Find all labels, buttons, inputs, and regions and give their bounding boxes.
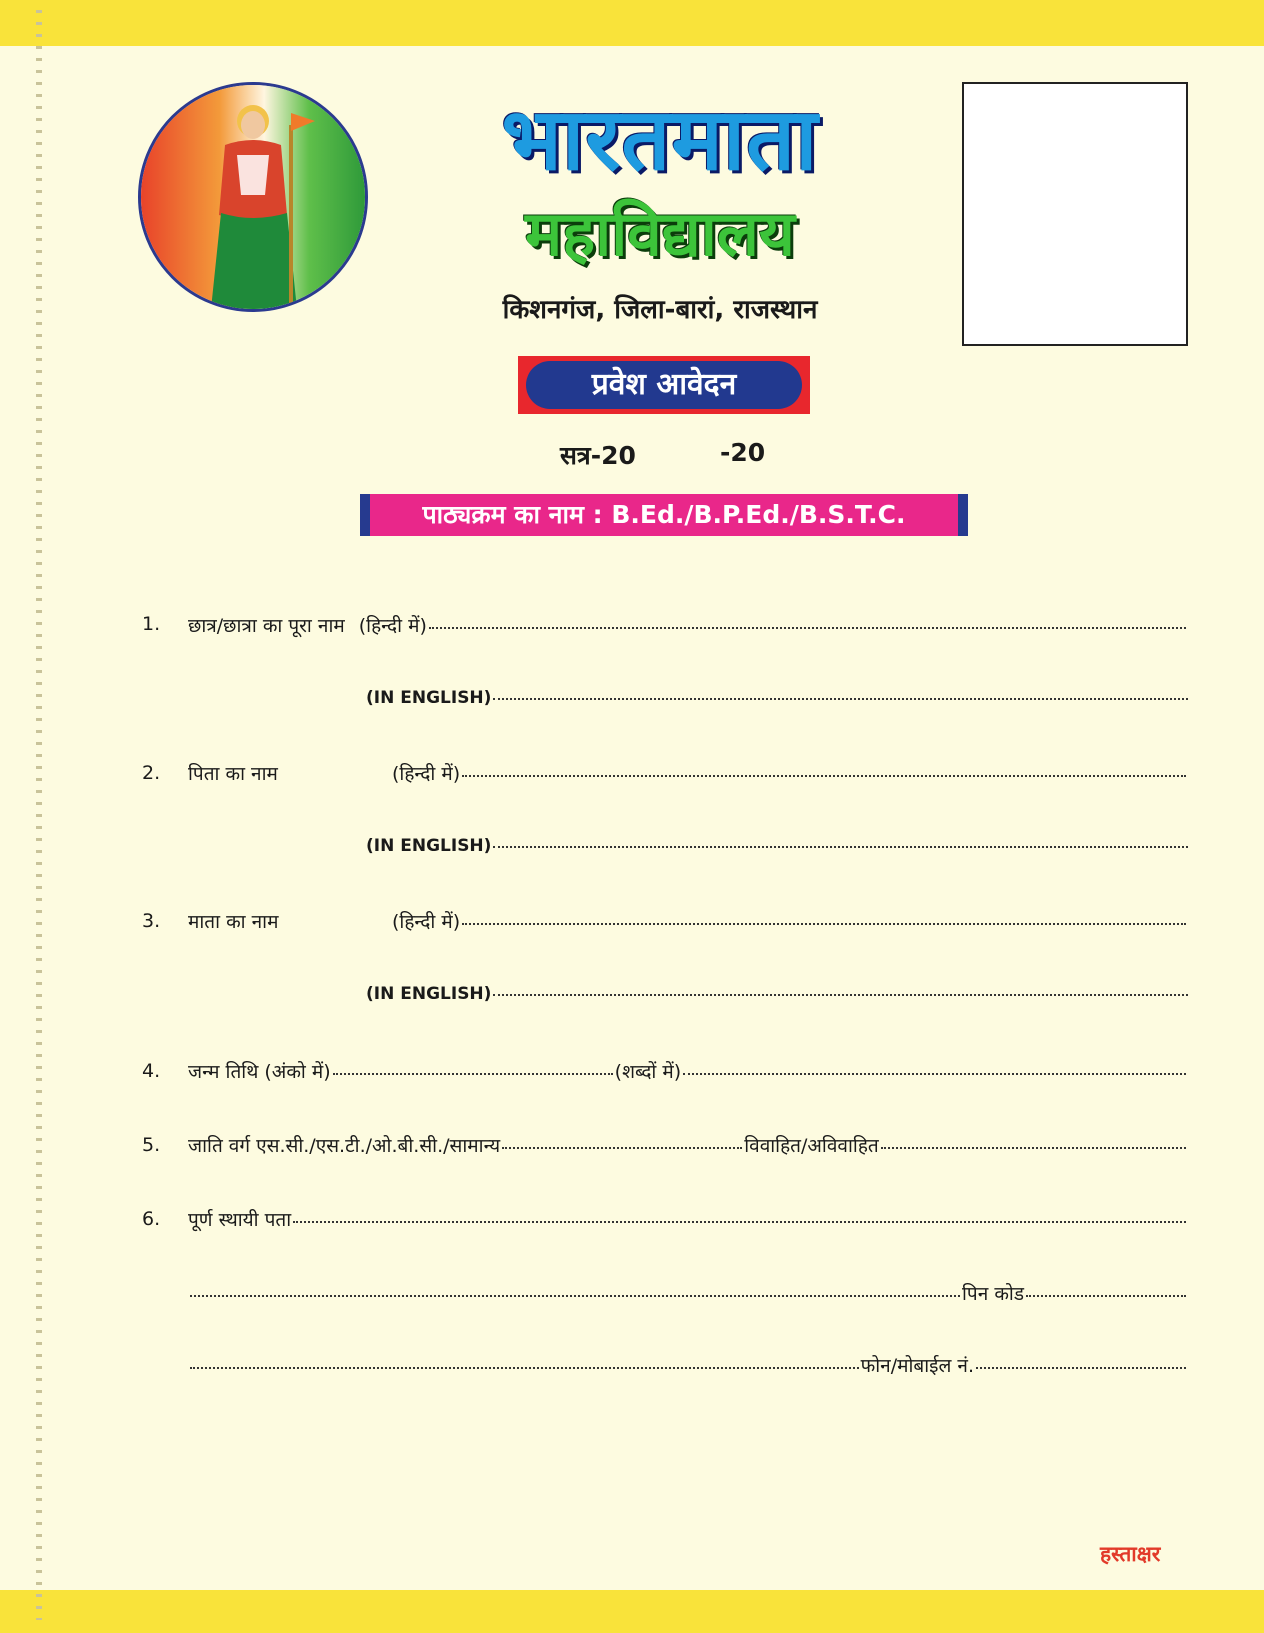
hindi-label: (हिन्दी में) [358, 615, 427, 637]
mother-name-english-field[interactable] [366, 984, 1190, 1004]
fill-line[interactable] [493, 994, 1188, 996]
perforation-edge [36, 10, 42, 1620]
course-name-banner: पाठ्यक्रम का नाम : B.Ed./B.P.Ed./B.S.T.C. [360, 494, 968, 536]
caste-category-label: जाति वर्ग एस.सी./एस.टी./ओ.बी.सी./सामान्य [188, 1135, 501, 1157]
field-number: 2. [142, 762, 161, 784]
field-number: 1. [142, 613, 161, 635]
permanent-address-field[interactable] [188, 1206, 1188, 1232]
hindi-label: (हिन्दी में) [392, 763, 461, 785]
fill-line[interactable] [462, 775, 1186, 777]
phone-label: फोन/मोबाईल नं. [860, 1355, 974, 1377]
hindi-label: (हिन्दी में) [392, 911, 461, 933]
english-label: (IN ENGLISH) [366, 688, 492, 708]
english-label: (IN ENGLISH) [366, 836, 492, 856]
fill-line[interactable] [683, 1073, 1186, 1075]
fill-line[interactable] [190, 1295, 960, 1297]
fill-line[interactable] [1026, 1295, 1186, 1297]
father-name-english-field[interactable] [366, 836, 1190, 856]
session-prefix: सत्र-20 [560, 441, 636, 470]
fill-line[interactable] [333, 1073, 613, 1075]
signature-label: हस्ताक्षर [1100, 1542, 1161, 1566]
form-title: प्रवेश आवेदन [526, 361, 802, 409]
dob-digits-label: जन्म तिथि (अंको में) [188, 1061, 331, 1083]
fill-line[interactable] [493, 846, 1188, 848]
fill-line[interactable] [462, 923, 1186, 925]
college-address: किशनगंज, जिला-बारां, राजस्थान [502, 295, 818, 325]
field-number: 3. [142, 910, 161, 932]
college-name-line2: महाविद्यालय [525, 197, 795, 270]
bharat-mata-emblem [138, 82, 368, 312]
fill-line[interactable] [976, 1367, 1186, 1369]
session-suffix: -20 [720, 438, 766, 467]
father-name-hindi-field[interactable] [188, 760, 1188, 786]
bharat-mata-image [141, 85, 365, 309]
mother-name-label: माता का नाम [188, 911, 279, 933]
bottom-yellow-band [0, 1590, 1264, 1633]
mother-name-hindi-field[interactable] [188, 908, 1188, 934]
photo-box[interactable] [962, 82, 1188, 346]
student-name-label: छात्र/छात्रा का पूरा नाम [188, 615, 345, 637]
field-number: 5. [142, 1134, 161, 1156]
student-name-english-field[interactable] [366, 688, 1190, 708]
dob-field[interactable] [188, 1058, 1188, 1084]
fill-line[interactable] [493, 698, 1188, 700]
marital-status-label: विवाहित/अविवाहित [744, 1135, 879, 1157]
fill-line[interactable] [293, 1221, 1186, 1223]
pincode-label: पिन कोड [962, 1283, 1024, 1305]
top-yellow-band [0, 0, 1264, 46]
field-number: 6. [142, 1208, 161, 1230]
english-label: (IN ENGLISH) [366, 984, 492, 1004]
father-name-label: पिता का नाम [188, 763, 278, 785]
permanent-address-label: पूर्ण स्थायी पता [188, 1209, 292, 1231]
dob-words-label: (शब्दों में) [614, 1061, 682, 1083]
fill-line[interactable] [190, 1367, 859, 1369]
form-title-badge [518, 356, 810, 414]
phone-field[interactable] [188, 1352, 1188, 1378]
fill-line[interactable] [502, 1147, 742, 1149]
fill-line[interactable] [881, 1147, 1186, 1149]
college-name-line1: भारतमाता [501, 90, 819, 190]
fill-line[interactable] [429, 627, 1186, 629]
pincode-field[interactable] [188, 1280, 1188, 1306]
caste-marital-field[interactable] [188, 1132, 1188, 1158]
student-name-hindi-field[interactable] [188, 612, 1188, 638]
field-number: 4. [142, 1060, 161, 1082]
